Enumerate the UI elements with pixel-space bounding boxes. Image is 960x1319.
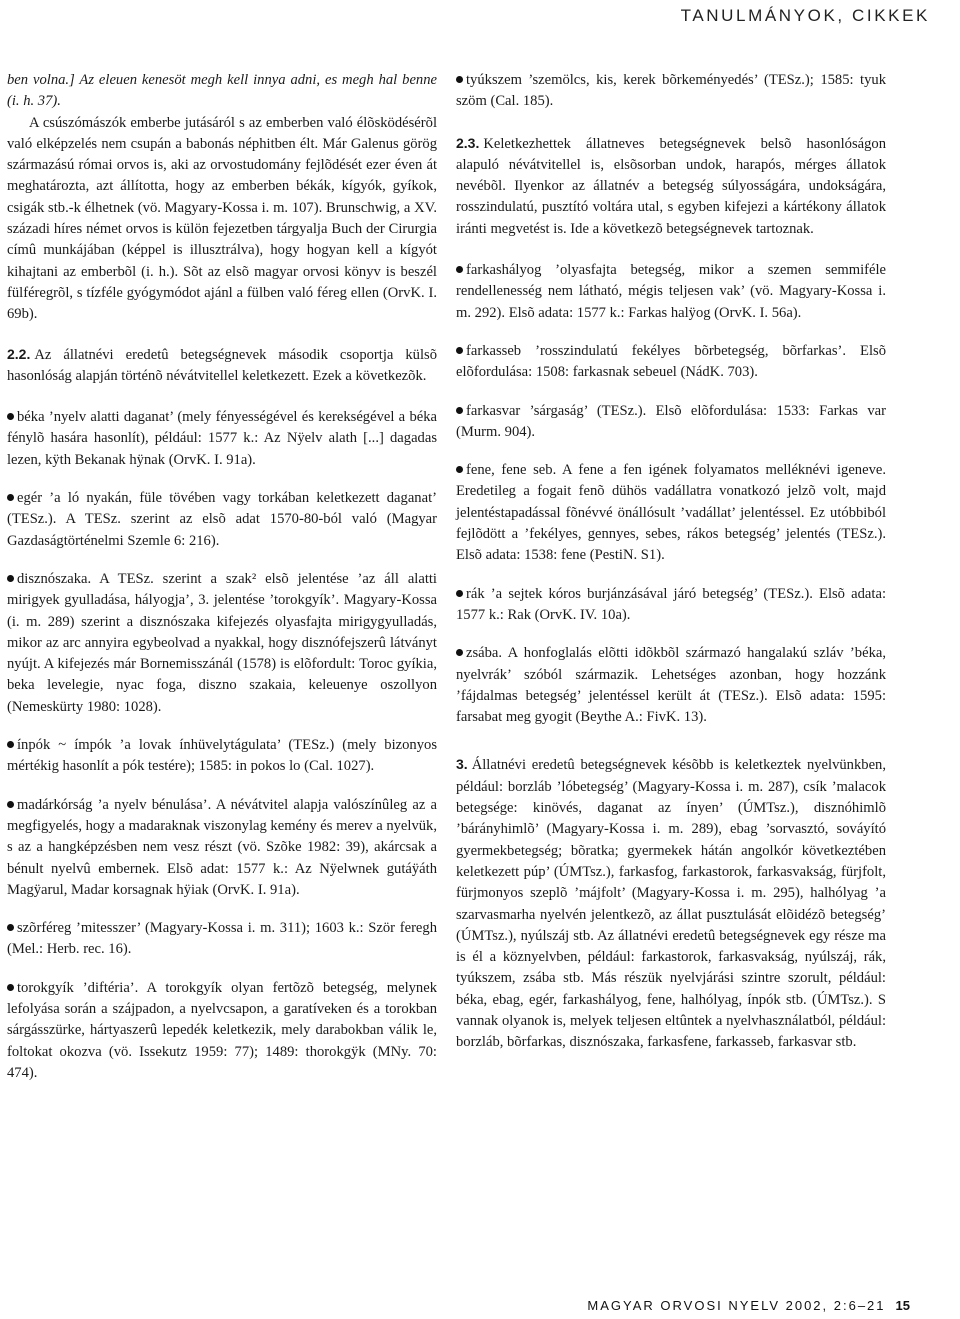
running-header: TANULMÁNYOK, CIKKEK [680,6,930,25]
entry-inpok [7,735,437,778]
entry-text: szõrféreg ’mitesszer’ (Magyary-Kossa i. m. 311); 1603 k.: Ször feregh (Mel.: Herb. rec. 16). [7,920,437,958]
entry-text: farkasvar ’sárgaság’ (TESz.). Elsõ elõfordulása: 1533: Farkas var (Murm. 904). [456,402,886,440]
entry-zsaba [456,643,886,728]
entry-beka [7,407,437,471]
entry-text: béka ’nyelv alatti daganat’ (mely fényességével és kerekségével a béka fénylõ hasára hasonlít), például: 1577 k.: Az Nÿelv alath [...] dagadas lezen, kÿth Bekanak hÿnak (OrvK. I. 91a). [7,409,437,468]
entry-text: farkashályog ’olyasfajta betegség, mikor a szemen semmiféle rendellenesség nem látható, mégis teljesen vak’ (vö. Magyary-Kossa i. m. 292). Elsõ adata: 1577 k.: Farkas halÿog (OrvK. I. 56a). [456,262,886,321]
section-text: Állatnévi eredetû betegségnevek késõbb is keletkeztek nyelvünkben, például: borzláb ’lóbetegség’ (Magyary-Kossa i. m. 287), csík ’malacok betegsége: kinövés, daganat az ínyen’ (ÚMTsz.), disznóhimlõ ’bárányhimlõ’ (Magyary-Kossa i. m. 289), ebag ’sorvasztó, sováyító gyermekbetegség; bõratka; gyermekek hátán angolkór következtében keletkezett púp’ (ÚMTsz.), farkasfog, farkastorok, farkasvakság, fürjfolt, fürjmonyos szeplõ ’májfolt’ (Magyary-Kossa i. m. 295), halhólyag ’a szarvasmarha nyelvén jelentkezõ, az állat pusztulását elõidézõ betegség’ (ÚMTsz.), nyúlszáj stb. Az állatnévi eredetû betegségnevek egy része ma is él a köznyelvben, például: farkastorok, farkasvakság, nyúlszáj, rák, tyúkszem, zsába stb. Más részük nyelvjárási szintre szorult, például: béka, ebag, egér, farkashályog, fene, halhólyag, ínpók stb. (ÚMTsz.). S vannak olyanok is, melyek teljesen eltûntek a nyelvhasználatból, például: borzláb, bõrfarkas, disznószaka, farkasfene, farkasseb, farkasvar stb. [456,757,886,1051]
entry-text: zsába. A honfoglalás elõtti idõkbõl származó hangalakú szláv ’béka, nyelvrák’ szóból származik. Lehetséges azonban, hogy hozzánk ’fájdalmas betegség’ jelentéssel került át (TESz.). Elsõ adata: 1595: farsabat meg gyogit (Beythe A.: FivK. 13). [456,645,886,726]
entry-text: ínpók ~ ímpók ’a lovak ínhüvelytágulata’ (TESz.) (mely bizonyos mértékig hasonlít a pók testére); 1585: in pokos lo (Cal. 1027). [7,737,437,775]
entry-disznoszaka [7,569,437,718]
section-text: Az állatnévi eredetû betegségnevek második csoportja külsõ hasonlóság alapján történõ névátvitellel keletkezett. Ezek a következõk. [7,346,437,384]
entry-tyukszem [456,70,886,113]
section-2-3 [456,133,886,240]
entry-farkasvar [456,401,886,444]
bullet-icon [7,924,14,931]
entry-text: fene, fene seb. A fene a fen igének folyamatos melléknévi igeneve. Eredetileg a fogait fenõ dühös vadállatra vonatkozó jelzõ volt, majd jelentéstapadással fõnévvé önállósult ’vadállat’ jelentéssel. Ez utóbbiból fejlõdött a ’fekélyes, gennyes, sebes, rákos betegség’ jelentés (TESz.). Elsõ adata: 1538: fene (PestiN. S1). [456,462,886,564]
entry-farkashalyog [456,260,886,324]
entry-farkasseb [456,341,886,384]
bullet-icon [456,407,463,414]
entry-fene [456,460,886,566]
entry-eger [7,488,437,552]
bullet-icon [7,801,14,808]
journal-citation: MAGYAR ORVOSI NYELV 2002, 2:6–21 [587,1298,886,1313]
bullet-icon [456,266,463,273]
entry-text: torokgyík ’diftéria’. A torokgyík olyan fertõzõ betegség, melynek lefolyása során a szájpadon, a nyelvcsapon, a garatíveken és a torokban sárgásszürke, hártyaszerû lepedék keletkezik, mely darabokban válik le, foltokat okozva (vö. Issekutz 1959: 77); 1489: thorokgÿk (MNy. 70: 474). [7,979,437,1081]
left-column [7,70,437,1101]
right-column [456,70,886,1070]
entry-madarkorsag [7,795,437,901]
bullet-icon [456,590,463,597]
entry-text: egér ’a ló nyakán, füle tövében vagy torkában keletkezett daganat’ (TESz.). A TESz. szerint az elsõ adat 1570-80-ból való (Magyar Gazdaságtörténelmi Szemle 6: 216). [7,490,437,549]
entry-torokgyik [7,978,437,1084]
entry-rak [456,584,886,627]
bullet-icon [7,494,14,501]
bullet-icon [456,649,463,656]
bullet-icon [7,741,14,748]
section-number: 3. [456,756,468,773]
entry-text: disznószaka. A TESz. szerint a szak² elsõ jelentése ’az áll alatti mirigyek gyulladása, hályogja’, 3. jelentése ’torokgyík’. Magyary-Kossa (i. m. 289) szerint a disznószaka kifejezés olyasfajta mirigygyulladás, mikor az arc annyira egybeolvad a nyakkal, hogy disznófejszerû látványt nyújt. A kifejezés már Bornemisszánál (1578) is elõfordult: Toroc gyíkia, beka levelegie, nyac foga, diszno szakaia, keleuenye oszollyon (Nemeskürty 1980: 1028). [7,570,437,715]
bullet-icon [7,575,14,582]
bullet-icon [456,347,463,354]
page-number: 15 [895,1298,910,1313]
paragraph: A csúszómászók emberbe jutásáról s az emberben való élõsködésérõl való elképzelés nem csupán a babonás néphitben élt. Már Galenus görög származású római orvos is, aki az orvostudomány fejlõdését ezer éven át meghatározta, azt állította, hogy az emberben békák, kígyók, gyíkok, csigák stb.-k élhetnek (vö. Magyary-Kossa i. m. 107). Brunschwig, a XV. századi híres német orvos is külön fejezetben tárgyalja Buch der Cirurgia címû munkájában (képpel is illusztrálva), hogy hogyan kell a kígyót kihajtani az emberbõl (i. h.). Sõt az elsõ magyar orvosi könyv is beszél fülféregrõl, s tízféle gyógymódot ajánl a fülben való féreg ellen (OrvK. I. 69b). [7,114,437,323]
entry-text: farkasseb ’rosszindulatú fekélyes bõrbetegség, bõrfarkas’. Elsõ elõfordulása: 1508: farkasnak sebeuel (NádK. 703). [456,342,886,381]
page-footer [587,1298,910,1313]
entry-szorfereg [7,918,437,961]
bullet-icon [456,466,463,473]
entry-text: madárkórság ’a nyelv bénulása’. A névátvitel alapja valószínûleg az a megfigyelés, hogy a madaraknak viszonylag kemény és merev a nyelvük, s az a hangképzésben nem vesz részt (vö. Szõke 1982: 39), akárcsak a bénult nyelvû embernek. Elsõ adat: 1577 k.: Az Nÿelwnek gutáÿáth Magÿarul, Madar korsagnak hÿiak (OrvK. I. 91a). [7,796,437,898]
section-text: Keletkezhettek állatneves betegségnevek belsõ hasonlóságon alapuló névátvitellel is, elsõsorban undok, harapós, mérges állatok nevébõl. Ilyenkor az állatnév a betegség súlyosságára, undokságára, rosszindulatú, pusztító voltára utal, s egyben kifejezi a kártékony állatok iránti megvetést is. Ide a következõ betegségnevek tartoznak. [456,135,886,237]
entry-text: tyúkszem ’szemölcs, kis, kerek bõrkeményedés’ (TESz.); 1585: tyuk szöm (Cal. 185). [456,72,886,110]
paragraph: ben volna.] Az eleuen kenesöt megh kell innya adni, es megh hal benne (i. h. 37). [7,72,437,110]
bullet-icon [456,76,463,83]
section-2-2 [7,344,437,388]
section-number: 2.3. [456,134,480,151]
entry-text: rák ’a sejtek kóros burjánzásával járó betegség’ (TESz.). Elsõ adata: 1577 k.: Rak (OrvK. IV. 10a). [456,585,886,623]
section-3 [456,754,886,1053]
section-number: 2.2. [7,345,31,362]
bullet-icon [7,984,14,991]
bullet-icon [7,413,14,420]
